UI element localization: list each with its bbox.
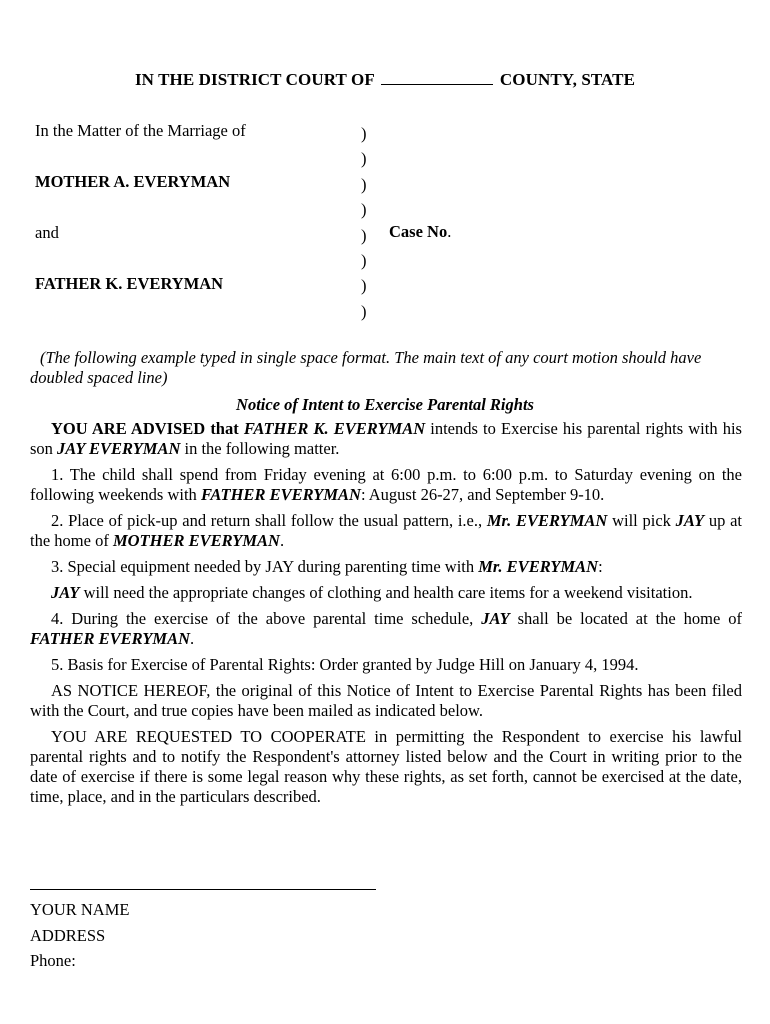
paragraph-advised — [30, 419, 742, 459]
text-run: FATHER EVERYMAN — [200, 485, 361, 504]
notice-body — [30, 419, 742, 813]
caption-paren: ) — [361, 124, 367, 143]
signature-phone: Phone: — [30, 951, 76, 970]
caption-paren: ) — [361, 149, 367, 169]
text-run: 1. The child shall spend from Friday evening at 6:00 p.m. to 6:00 p.m. to Saturday evening on the following weekends with — [30, 465, 742, 504]
caption-paren: ) — [361, 174, 367, 194]
text-run: Mr. EVERYMAN — [478, 557, 599, 576]
text-run: Mr. EVERYMAN — [486, 511, 608, 530]
text-run: FATHER EVERYMAN — [30, 629, 191, 648]
case-number — [389, 222, 451, 242]
text-run: MOTHER EVERYMAN — [112, 531, 280, 550]
court-heading-prefix: IN THE DISTRICT COURT OF — [134, 70, 375, 89]
court-heading — [0, 70, 770, 90]
paragraph-item-3 — [30, 557, 742, 577]
text-run: will pick — [607, 511, 676, 530]
signature-address: ADDRESS — [30, 925, 106, 945]
caption-party-mother: MOTHER A. EVERYMAN — [35, 172, 231, 191]
text-run: JAY — [675, 511, 705, 530]
caption-and: and — [35, 223, 59, 242]
text-run: FATHER K. EVERYMAN — [243, 419, 426, 438]
text-run: . — [279, 531, 285, 550]
text-run: up at the home of — [30, 511, 743, 550]
caption-paren: ) — [361, 225, 367, 245]
court-heading-suffix: COUNTY, STATE — [499, 70, 636, 89]
text-run: 2. Place of pick-up and return shall follow the usual pattern, i.e., — [51, 511, 487, 530]
paragraph-item-5: 5. Basis for Exercise of Parental Rights: Order granted by Judge Hill on January 4, 1994. — [51, 655, 639, 674]
paragraph-item-1 — [30, 465, 742, 505]
signature-name: YOUR NAME — [30, 900, 130, 919]
text-run: in the following matter. — [180, 439, 340, 458]
text-run: 4. During the exercise of the above parental time schedule, — [51, 609, 482, 628]
text-run: : August 26-27, and September 9-10. — [360, 485, 605, 504]
caption-paren: ) — [361, 301, 367, 321]
text-run: JAY — [51, 583, 80, 602]
signature-line — [30, 889, 376, 890]
caption-paren: ) — [361, 276, 367, 296]
text-run: JAY — [481, 609, 510, 628]
paragraph-item-4 — [30, 609, 742, 649]
text-run: 3. Special equipment needed by JAY during parenting time with — [51, 557, 479, 576]
text-run: JAY EVERYMAN — [57, 439, 181, 458]
paragraph-notice-hereof: AS NOTICE HEREOF, the original of this Notice of Intent to Exercise Parental Rights has been filed with the Court, and true copies have been mailed as indicated below. — [30, 681, 742, 720]
text-run: will need the appropriate changes of clothing and health care items for a weekend visitation. — [79, 583, 693, 602]
case-number-period: . — [447, 222, 452, 241]
paragraph-item-2 — [30, 511, 742, 551]
caption-party-father: FATHER K. EVERYMAN — [35, 274, 224, 293]
case-number-label: Case No — [389, 222, 448, 241]
text-run: intends to Exercise his parental rights with his son — [30, 419, 742, 458]
caption-paren: ) — [361, 250, 367, 270]
text-run: : — [598, 557, 603, 576]
caption-paren: ) — [361, 200, 367, 220]
text-run: . — [190, 629, 195, 648]
text-run: YOU ARE ADVISED that — [51, 419, 244, 438]
paragraph-request-cooperate: YOU ARE REQUESTED TO COOPERATE in permitting the Respondent to exercise his lawful parental rights and to notify the Respondent's attorney listed below and the Court in writing prior to the date of exercise if there is some legal reason why these rights, as set forth, cannot be exercised at the date, time, place, and in the particulars described. — [30, 727, 742, 806]
caption-parentheses — [361, 121, 381, 324]
signature-block — [30, 897, 129, 974]
text-run: shall be located at the home of — [509, 609, 742, 628]
paragraph-equipment — [30, 583, 742, 603]
notice-title: Notice of Intent to Exercise Parental Rights — [236, 395, 534, 414]
format-note: (The following example typed in single space format. The main text of any court motion should have doubled spaced line) — [30, 348, 702, 387]
caption-matter: In the Matter of the Marriage of — [35, 121, 246, 140]
county-blank-line — [381, 70, 493, 85]
